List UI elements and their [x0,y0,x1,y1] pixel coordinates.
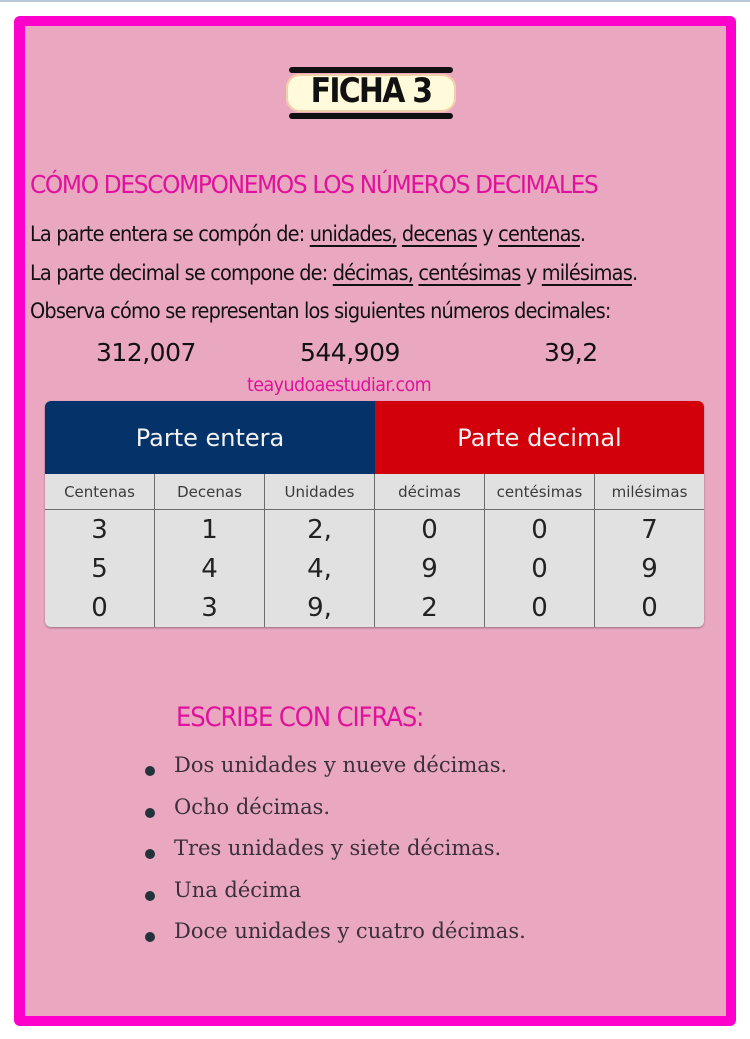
punctuation: . [579,222,586,246]
example-number-3: 39,2 [544,338,598,367]
list-item-text: Dos unidades y nueve décimas. [174,753,508,777]
table-cell: 5 [91,553,108,584]
column-unidades [265,510,375,627]
punctuation: . [631,261,638,285]
column-centesimas [485,510,595,627]
list-item [140,753,526,795]
intro-line-decimal [30,261,637,285]
bullet-icon [145,849,155,859]
term-decimas: décimas, [332,261,414,285]
separator: y [520,261,542,285]
place-value-table [45,401,704,627]
separator: y [476,222,499,246]
column-decimas [375,510,485,627]
exercise-list [140,753,526,961]
header-parte-entera: Parte entera [45,401,375,474]
column-header-centesimas: centésimas [485,474,595,510]
intro-text: La parte entera se compón de: [30,222,310,246]
table-cell: 0 [91,592,108,623]
column-header-unidades: Unidades [265,474,375,510]
list-item [140,836,526,878]
list-item [140,795,526,837]
list-item [140,919,526,961]
title-bar-bottom [289,113,453,119]
table-body [45,510,704,627]
table-cell: 2 [421,592,438,623]
term-unidades: unidades, [309,222,397,246]
column-decenas [155,510,265,627]
table-cell: 4, [307,553,332,584]
term-milesimas: milésimas [541,261,632,285]
table-cell: 9 [641,553,658,584]
list-item-text: Tres unidades y siete décimas. [174,836,502,860]
table-cell: 0 [641,592,658,623]
intro-text: La parte decimal se compone de: [30,261,333,285]
table-cell: 0 [421,514,438,545]
table-cell: 1 [201,514,218,545]
top-divider [0,0,750,2]
table-cell: 2, [307,514,332,545]
title-banner [289,67,453,119]
bullet-icon [145,808,155,818]
column-header-centenas: Centenas [45,474,155,510]
table-cell: 0 [531,553,548,584]
list-item-text: Doce unidades y cuatro décimas. [174,919,526,943]
table-cell: 0 [531,514,548,545]
list-item-text: Ocho décimas. [174,794,331,819]
table-cell: 7 [641,514,658,545]
header-parte-decimal: Parte decimal [375,401,704,474]
column-header-milesimas: milésimas [611,483,688,501]
list-item-text: Una décima [174,877,302,902]
table-cell: 3 [91,514,108,545]
table-cell: 0 [531,592,548,623]
column-centenas [45,510,155,627]
table-cell: 4 [201,553,218,584]
column-headers [45,474,704,510]
table-cell: 9, [307,592,332,623]
intro-line-observa: Observa cómo se representan los siguientes números decimales: [30,299,611,323]
bullet-icon [145,891,155,901]
table-cell: 9 [421,553,438,584]
term-centenas: centenas [498,222,580,246]
term-centesimas: centésimas [418,261,521,285]
page-title: FICHA 3 [310,71,432,111]
table-cell: 3 [201,592,218,623]
watermark-link: teayudoaestudiar.com [247,374,432,396]
list-item [140,878,526,920]
section-heading: CÓMO DESCOMPONEMOS LOS NÚMEROS DECIMALES [30,170,598,199]
example-number-2: 544,909 [300,338,400,367]
column-header-decimas: décimas [375,474,485,510]
column-milesimas [595,510,704,627]
exercise-title: ESCRIBE CON CIFRAS: [176,702,424,733]
intro-line-entera [30,222,585,246]
bullet-icon [145,932,155,942]
column-header-decenas: Decenas [155,474,265,510]
bullet-icon [145,766,155,776]
term-decenas: decenas [401,222,477,246]
example-number-1: 312,007 [96,338,196,367]
